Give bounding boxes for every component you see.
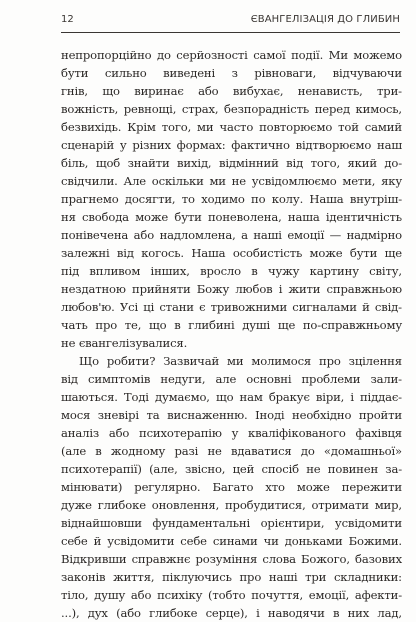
word: наш xyxy=(377,138,402,152)
text-line xyxy=(61,442,402,460)
word: понівечена xyxy=(61,228,129,242)
word: досягти, xyxy=(124,192,176,206)
word: Але xyxy=(123,174,147,188)
word: внутріш- xyxy=(349,192,402,206)
word: ідентичність xyxy=(325,210,402,224)
text-line xyxy=(61,46,402,64)
body-text xyxy=(61,46,402,622)
word: шаються. xyxy=(61,390,118,404)
text-line xyxy=(61,208,402,226)
word: в xyxy=(251,264,258,278)
word: спосіб xyxy=(261,462,299,476)
word: вдаватися xyxy=(230,444,292,458)
text-line xyxy=(61,478,402,496)
word: — xyxy=(329,228,342,242)
word: але xyxy=(215,372,237,386)
word: зцілення xyxy=(348,354,402,368)
word: до xyxy=(300,444,315,458)
word: і xyxy=(278,282,283,296)
word: про xyxy=(95,318,118,332)
word: мінювати) xyxy=(61,480,123,494)
word: кимось, xyxy=(355,102,402,116)
word: з xyxy=(231,66,238,80)
word: доньками xyxy=(284,534,343,548)
word: колу. xyxy=(271,192,304,206)
word: усвідомити xyxy=(107,534,175,548)
word: психіку xyxy=(157,588,203,602)
text-line xyxy=(61,406,402,424)
word: вихід, xyxy=(177,156,212,170)
word: щоб xyxy=(95,156,121,170)
word: афекти- xyxy=(354,588,402,602)
word: чать xyxy=(61,318,88,332)
word: фундаментальні xyxy=(152,516,251,530)
word: усвідомлюємо xyxy=(251,174,337,188)
word: не xyxy=(207,444,222,458)
word: Наша xyxy=(309,192,344,206)
word: Божими. xyxy=(348,534,402,548)
word: під xyxy=(61,264,80,278)
word: виринає xyxy=(134,84,184,98)
word: безпорадність xyxy=(224,102,310,116)
word: піклуючись xyxy=(162,570,232,584)
word: глибині xyxy=(188,318,235,332)
word: Божого, xyxy=(301,552,350,566)
word: глибоке xyxy=(97,498,146,512)
word: бракує xyxy=(268,390,310,404)
word: чи xyxy=(263,534,279,548)
word: бути xyxy=(61,66,89,80)
word: зневірі xyxy=(97,408,139,422)
word: вросло xyxy=(200,264,241,278)
word: ще xyxy=(277,318,296,332)
word: хто xyxy=(265,480,285,494)
word: світу, xyxy=(369,264,402,278)
word: жити xyxy=(288,282,321,296)
word: лад, xyxy=(377,606,402,620)
word: бути xyxy=(349,246,378,260)
word: справжнє xyxy=(131,552,191,566)
word: пройти xyxy=(358,408,402,422)
word: (або xyxy=(116,606,141,620)
word: яку xyxy=(381,174,402,188)
word: знайти xyxy=(127,156,170,170)
word: бути xyxy=(174,210,202,224)
word: ми xyxy=(226,354,244,368)
word: життя, xyxy=(113,570,155,584)
word: особистість xyxy=(232,246,303,260)
word: Багато xyxy=(212,480,254,494)
word: про xyxy=(319,354,341,368)
word: що xyxy=(215,390,234,404)
text-line xyxy=(61,550,402,568)
word: того, xyxy=(161,120,192,134)
word: зали- xyxy=(370,372,402,386)
word: різних xyxy=(132,138,171,152)
word: аналіз xyxy=(61,426,100,440)
word: (але, xyxy=(149,462,178,476)
text-line xyxy=(61,370,402,388)
word: сценарій xyxy=(61,138,115,152)
word: від xyxy=(116,246,134,260)
word: наша xyxy=(287,210,320,224)
word: залежні xyxy=(61,246,110,260)
word: віри, xyxy=(315,390,345,404)
text-line xyxy=(61,514,402,532)
word: ...), xyxy=(61,606,80,620)
word: цей xyxy=(232,462,255,476)
word: дух xyxy=(87,606,108,620)
word: та xyxy=(146,408,160,422)
word: законів xyxy=(61,570,106,584)
text-line xyxy=(61,568,402,586)
word: основні xyxy=(246,372,292,386)
word: у xyxy=(119,138,127,152)
word: рівноваги, xyxy=(254,66,317,80)
word: того, xyxy=(310,156,340,170)
text-line xyxy=(61,262,402,280)
word: думаємо, xyxy=(154,390,210,404)
text-line: не євангелізувалися. xyxy=(61,336,188,350)
word: наші xyxy=(253,228,282,242)
word: «домашньої» xyxy=(323,444,402,458)
word: може xyxy=(309,246,343,260)
text-line xyxy=(61,118,402,136)
word: стани xyxy=(159,300,194,314)
word: формах: xyxy=(176,138,226,152)
word: симптомів xyxy=(88,372,151,386)
text-line xyxy=(61,424,402,442)
word: складники: xyxy=(333,570,402,584)
word: події. xyxy=(291,48,324,62)
text-line xyxy=(61,352,402,370)
word: повторюємо xyxy=(259,120,333,134)
word: любов xyxy=(235,282,273,296)
word: мося xyxy=(61,408,91,422)
word: робити? xyxy=(106,354,156,368)
word: Іноді xyxy=(255,408,285,422)
word: душу xyxy=(94,588,126,602)
word: біль, xyxy=(61,156,89,170)
word: часто xyxy=(219,120,254,134)
word: виведені xyxy=(163,66,216,80)
word: душі xyxy=(242,318,271,332)
running-header xyxy=(61,14,400,25)
word: оновлення, xyxy=(151,498,220,512)
word: ненависть, xyxy=(297,84,363,98)
word: регулярно. xyxy=(134,480,201,494)
word: ходимо xyxy=(201,192,245,206)
word: розуміння xyxy=(195,552,258,566)
word: базових xyxy=(355,552,402,566)
word: необхідно xyxy=(292,408,352,422)
text-line xyxy=(61,604,402,622)
word: до xyxy=(156,48,171,62)
word: себе xyxy=(61,534,88,548)
text-line xyxy=(61,190,402,208)
word: й xyxy=(362,300,370,314)
word: тіло, xyxy=(61,588,89,602)
word: то xyxy=(181,192,195,206)
word: серйозності xyxy=(176,48,248,62)
word: оскільки xyxy=(151,174,204,188)
word: поневолена, xyxy=(207,210,282,224)
word: почуття, xyxy=(251,588,304,602)
word: нам xyxy=(239,390,263,404)
word: і xyxy=(256,606,260,620)
word: пробудитися, xyxy=(224,498,306,512)
word: пережити xyxy=(341,480,402,494)
word: фактично xyxy=(231,138,290,152)
text-line xyxy=(61,532,402,550)
word: не xyxy=(231,174,246,188)
word: вожність, xyxy=(61,102,119,116)
word: що xyxy=(149,318,167,332)
word: глибоке xyxy=(149,606,198,620)
word: сигналами xyxy=(292,300,357,314)
word: прийняти xyxy=(132,282,191,296)
word: або xyxy=(130,588,152,602)
word: інших, xyxy=(150,264,190,278)
word: когось. xyxy=(141,246,184,260)
text-line xyxy=(61,388,402,406)
word: за- xyxy=(385,462,402,476)
running-title: ЄВАНГЕЛІЗАЦІЯ ДО ГЛИБИН xyxy=(250,14,400,25)
word: або xyxy=(198,84,219,98)
word: повинен xyxy=(327,462,379,476)
word: психотерапії) xyxy=(61,462,142,476)
word: самий xyxy=(364,120,402,134)
word: ці xyxy=(143,300,155,314)
word: можемо xyxy=(353,48,402,62)
text-line xyxy=(61,226,402,244)
word: емоції, xyxy=(308,588,350,602)
word: про xyxy=(239,570,262,584)
text-line xyxy=(61,298,402,316)
word: орієнтири, xyxy=(260,516,325,530)
word: жодному xyxy=(110,444,166,458)
word: піддає- xyxy=(359,390,402,404)
word: психотерапію xyxy=(139,426,222,440)
text-line xyxy=(61,280,402,298)
word: мети, xyxy=(342,174,376,188)
text-line xyxy=(61,172,402,190)
word: синами xyxy=(212,534,258,548)
word: дуже xyxy=(61,498,92,512)
word: слова xyxy=(262,552,296,566)
word: фахівця xyxy=(355,426,402,440)
word: Наша xyxy=(191,246,226,260)
word: відтворюємо xyxy=(295,138,372,152)
word: справжньою xyxy=(326,282,402,296)
word: ревнощі, xyxy=(123,102,177,116)
word: свід- xyxy=(374,300,402,314)
word: Що xyxy=(79,354,99,368)
word: мир, xyxy=(374,498,402,512)
word: що xyxy=(102,84,120,98)
word: в xyxy=(174,318,181,332)
word: чужу xyxy=(267,264,300,278)
text-line xyxy=(61,154,402,172)
text-line xyxy=(61,460,402,478)
text-line xyxy=(61,82,402,100)
word: серце), xyxy=(205,606,248,620)
word: молимося xyxy=(251,354,312,368)
word: надломлена, xyxy=(159,228,236,242)
word: є xyxy=(199,300,206,314)
word: впливом xyxy=(89,264,141,278)
header-rule xyxy=(61,32,400,33)
word: до- xyxy=(384,156,402,170)
word: вибухає, xyxy=(232,84,284,98)
word: Зазвичай xyxy=(163,354,220,368)
word: нездатною xyxy=(61,282,126,296)
word: проблеми xyxy=(301,372,361,386)
word: може xyxy=(135,210,169,224)
word: перед xyxy=(314,102,350,116)
word: недуги, xyxy=(160,372,206,386)
word: те, xyxy=(124,318,142,332)
word: в xyxy=(95,444,102,458)
word: (але xyxy=(61,444,87,458)
word: Усі xyxy=(119,300,139,314)
word: любов'ю. xyxy=(61,300,115,314)
word: гнів, xyxy=(61,84,88,98)
word: кваліфікованого xyxy=(247,426,346,440)
word: три xyxy=(305,570,327,584)
word: ще xyxy=(384,246,402,260)
text-line xyxy=(61,244,402,262)
word: сильно xyxy=(104,66,147,80)
word: разі xyxy=(174,444,199,458)
word: картину xyxy=(309,264,359,278)
word: надмірно xyxy=(346,228,402,242)
word: наводячи xyxy=(267,606,325,620)
text-line xyxy=(61,316,402,334)
word: який xyxy=(347,156,377,170)
text-line xyxy=(61,64,402,82)
word: виснаженню. xyxy=(167,408,248,422)
word: по-справжньому xyxy=(302,318,402,332)
word: непропорційно xyxy=(61,48,152,62)
word: свобода xyxy=(81,210,129,224)
word: Божу xyxy=(196,282,230,296)
word: страх, xyxy=(181,102,219,116)
word: себе xyxy=(180,534,207,548)
word: три- xyxy=(377,84,402,98)
word: звісно, xyxy=(184,462,226,476)
word: від xyxy=(286,156,304,170)
word: може xyxy=(296,480,330,494)
word: Ми xyxy=(328,48,348,62)
word: відчуваючи xyxy=(332,66,402,80)
word: Відкривши xyxy=(61,552,127,566)
word: ми xyxy=(209,174,226,188)
word: або xyxy=(133,228,155,242)
word: від xyxy=(61,372,78,386)
word: Тоді xyxy=(123,390,149,404)
word: безвихідь. xyxy=(61,120,122,134)
word: самої xyxy=(253,48,286,62)
text-line xyxy=(61,586,402,604)
word: й xyxy=(93,534,102,548)
word: той xyxy=(338,120,359,134)
word: ня xyxy=(61,210,76,224)
word: віднайшовши xyxy=(61,516,142,530)
text-line xyxy=(61,100,402,118)
text-line xyxy=(61,136,402,154)
page-number: 12 xyxy=(61,14,74,25)
word: свідчили. xyxy=(61,174,118,188)
word: тривожними xyxy=(210,300,288,314)
word: по xyxy=(251,192,266,206)
word: а xyxy=(241,228,248,242)
word: не xyxy=(306,462,321,476)
word: Крім xyxy=(127,120,156,134)
word: усвідомити xyxy=(334,516,402,530)
word: у xyxy=(231,426,239,440)
word: них xyxy=(347,606,370,620)
word: або xyxy=(108,426,130,440)
word: і xyxy=(350,390,354,404)
word: (тобто xyxy=(208,588,246,602)
word: відмінний xyxy=(218,156,279,170)
word: прагнемо xyxy=(61,192,119,206)
word: наші xyxy=(268,570,298,584)
word: ми xyxy=(197,120,214,134)
word: в xyxy=(332,606,340,620)
word: емоції xyxy=(287,228,325,242)
word: отримати xyxy=(311,498,369,512)
